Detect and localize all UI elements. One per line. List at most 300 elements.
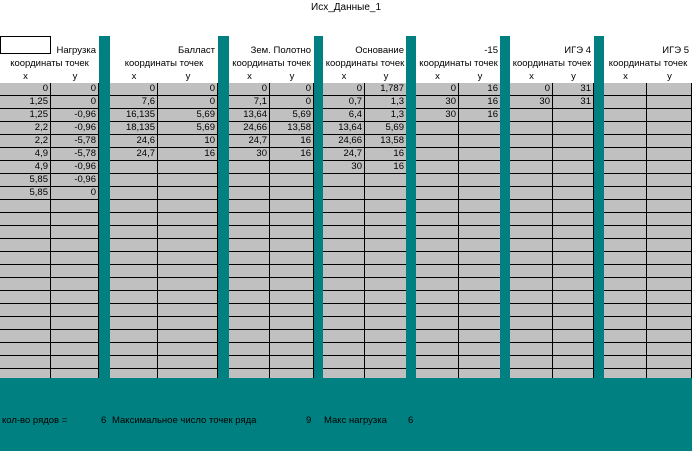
y-cell[interactable]: 16: [158, 148, 218, 161]
x-cell[interactable]: [0, 330, 51, 343]
x-cell[interactable]: [510, 278, 553, 291]
y-cell[interactable]: [270, 226, 314, 239]
x-cell[interactable]: [510, 109, 553, 122]
x-cell[interactable]: [229, 174, 270, 187]
x-cell[interactable]: [323, 356, 365, 369]
x-cell[interactable]: [110, 317, 158, 330]
y-cell[interactable]: [51, 226, 99, 239]
y-cell[interactable]: [270, 369, 314, 378]
x-cell[interactable]: [510, 135, 553, 148]
x-cell[interactable]: [416, 265, 459, 278]
y-cell[interactable]: [647, 135, 692, 148]
x-cell[interactable]: [510, 122, 553, 135]
x-cell[interactable]: [416, 135, 459, 148]
x-cell[interactable]: [323, 330, 365, 343]
y-cell[interactable]: [647, 148, 692, 161]
y-cell[interactable]: [553, 161, 594, 174]
y-cell[interactable]: [158, 161, 218, 174]
x-cell[interactable]: 4,9: [0, 148, 51, 161]
y-cell[interactable]: [270, 330, 314, 343]
x-cell[interactable]: 24,6: [110, 135, 158, 148]
y-cell[interactable]: [647, 200, 692, 213]
y-cell[interactable]: 5,69: [365, 122, 407, 135]
x-cell[interactable]: [323, 278, 365, 291]
x-cell[interactable]: 24,7: [110, 148, 158, 161]
y-cell[interactable]: [647, 161, 692, 174]
y-cell[interactable]: [51, 200, 99, 213]
x-cell[interactable]: [0, 265, 51, 278]
x-cell[interactable]: [416, 213, 459, 226]
x-cell[interactable]: 1,25: [0, 96, 51, 109]
y-cell[interactable]: [459, 356, 501, 369]
x-cell[interactable]: [0, 317, 51, 330]
x-cell[interactable]: [110, 252, 158, 265]
x-cell[interactable]: [110, 356, 158, 369]
x-cell[interactable]: [416, 174, 459, 187]
x-cell[interactable]: 0: [416, 83, 459, 96]
x-cell[interactable]: 0: [510, 83, 553, 96]
y-cell[interactable]: [365, 174, 407, 187]
y-cell[interactable]: [51, 265, 99, 278]
y-cell[interactable]: [459, 343, 501, 356]
x-cell[interactable]: [604, 174, 647, 187]
y-cell[interactable]: [553, 317, 594, 330]
x-cell[interactable]: [323, 291, 365, 304]
y-cell[interactable]: [365, 291, 407, 304]
x-cell[interactable]: 0: [0, 83, 51, 96]
x-cell[interactable]: [0, 213, 51, 226]
x-cell[interactable]: [110, 369, 158, 378]
y-cell[interactable]: [647, 122, 692, 135]
x-cell[interactable]: [510, 239, 553, 252]
y-cell[interactable]: [647, 356, 692, 369]
x-cell[interactable]: [510, 252, 553, 265]
y-cell[interactable]: [553, 200, 594, 213]
x-cell[interactable]: [229, 252, 270, 265]
y-cell[interactable]: -5,78: [51, 148, 99, 161]
x-cell[interactable]: [604, 304, 647, 317]
max-load-value[interactable]: 6: [408, 415, 414, 426]
y-cell[interactable]: [459, 122, 501, 135]
y-cell[interactable]: [270, 343, 314, 356]
y-cell[interactable]: [365, 317, 407, 330]
y-cell[interactable]: [459, 226, 501, 239]
y-cell[interactable]: [158, 278, 218, 291]
y-cell[interactable]: [51, 304, 99, 317]
y-cell[interactable]: [158, 187, 218, 200]
y-cell[interactable]: [51, 252, 99, 265]
y-cell[interactable]: 5,69: [158, 109, 218, 122]
x-cell[interactable]: [229, 239, 270, 252]
y-cell[interactable]: [270, 161, 314, 174]
x-cell[interactable]: [510, 291, 553, 304]
x-cell[interactable]: [416, 330, 459, 343]
y-cell[interactable]: [270, 291, 314, 304]
y-cell[interactable]: 16: [459, 109, 501, 122]
y-cell[interactable]: 0: [270, 83, 314, 96]
y-cell[interactable]: [553, 291, 594, 304]
y-cell[interactable]: 0: [270, 96, 314, 109]
y-cell[interactable]: 16: [270, 148, 314, 161]
x-cell[interactable]: [323, 304, 365, 317]
x-cell[interactable]: [0, 356, 51, 369]
x-cell[interactable]: [510, 148, 553, 161]
x-cell[interactable]: [229, 265, 270, 278]
y-cell[interactable]: [365, 369, 407, 378]
x-cell[interactable]: [604, 213, 647, 226]
x-cell[interactable]: [0, 200, 51, 213]
x-cell[interactable]: [229, 369, 270, 378]
x-cell[interactable]: [229, 330, 270, 343]
y-cell[interactable]: 0: [51, 96, 99, 109]
x-cell[interactable]: [604, 239, 647, 252]
y-cell[interactable]: 0: [158, 83, 218, 96]
x-cell[interactable]: [229, 343, 270, 356]
x-cell[interactable]: [416, 369, 459, 378]
y-cell[interactable]: -5,78: [51, 135, 99, 148]
x-cell[interactable]: [510, 304, 553, 317]
x-cell[interactable]: [229, 213, 270, 226]
y-cell[interactable]: [270, 200, 314, 213]
y-cell[interactable]: [51, 330, 99, 343]
x-cell[interactable]: 30: [323, 161, 365, 174]
y-cell[interactable]: [553, 148, 594, 161]
y-cell[interactable]: [158, 343, 218, 356]
y-cell[interactable]: [647, 239, 692, 252]
x-cell[interactable]: [416, 122, 459, 135]
x-cell[interactable]: 6,4: [323, 109, 365, 122]
x-cell[interactable]: [0, 369, 51, 378]
x-cell[interactable]: 13,64: [229, 109, 270, 122]
y-cell[interactable]: [553, 304, 594, 317]
y-cell[interactable]: [158, 304, 218, 317]
x-cell[interactable]: [604, 187, 647, 200]
y-cell[interactable]: [459, 239, 501, 252]
x-cell[interactable]: 0: [323, 83, 365, 96]
y-cell[interactable]: [553, 226, 594, 239]
y-cell[interactable]: [158, 200, 218, 213]
x-cell[interactable]: [604, 252, 647, 265]
x-cell[interactable]: [604, 317, 647, 330]
x-cell[interactable]: [416, 291, 459, 304]
y-cell[interactable]: [365, 330, 407, 343]
y-cell[interactable]: [647, 187, 692, 200]
x-cell[interactable]: [0, 291, 51, 304]
x-cell[interactable]: 30: [416, 109, 459, 122]
y-cell[interactable]: [553, 278, 594, 291]
y-cell[interactable]: [158, 369, 218, 378]
x-cell[interactable]: [510, 200, 553, 213]
x-cell[interactable]: [604, 278, 647, 291]
y-cell[interactable]: [270, 265, 314, 278]
y-cell[interactable]: [158, 330, 218, 343]
y-cell[interactable]: [459, 369, 501, 378]
x-cell[interactable]: 4,9: [0, 161, 51, 174]
x-cell[interactable]: [604, 122, 647, 135]
x-cell[interactable]: [510, 343, 553, 356]
y-cell[interactable]: [647, 369, 692, 378]
x-cell[interactable]: [416, 148, 459, 161]
x-cell[interactable]: [0, 239, 51, 252]
x-cell[interactable]: 0,7: [323, 96, 365, 109]
max-points-value[interactable]: 9: [306, 415, 312, 426]
y-cell[interactable]: [553, 252, 594, 265]
y-cell[interactable]: [647, 291, 692, 304]
x-cell[interactable]: [323, 265, 365, 278]
x-cell[interactable]: 2,2: [0, 122, 51, 135]
y-cell[interactable]: [51, 369, 99, 378]
x-cell[interactable]: 18,135: [110, 122, 158, 135]
y-cell[interactable]: [553, 122, 594, 135]
x-cell[interactable]: [0, 278, 51, 291]
x-cell[interactable]: 24,7: [323, 148, 365, 161]
x-cell[interactable]: [323, 174, 365, 187]
y-cell[interactable]: [51, 278, 99, 291]
x-cell[interactable]: 1,25: [0, 109, 51, 122]
y-cell[interactable]: 1,787: [365, 83, 407, 96]
y-cell[interactable]: [158, 291, 218, 304]
y-cell[interactable]: [270, 187, 314, 200]
x-cell[interactable]: [229, 161, 270, 174]
x-cell[interactable]: [416, 200, 459, 213]
y-cell[interactable]: 16: [459, 96, 501, 109]
x-cell[interactable]: 7,1: [229, 96, 270, 109]
x-cell[interactable]: [416, 278, 459, 291]
x-cell[interactable]: [510, 369, 553, 378]
x-cell[interactable]: [229, 226, 270, 239]
x-cell[interactable]: [604, 135, 647, 148]
y-cell[interactable]: [459, 291, 501, 304]
x-cell[interactable]: [323, 226, 365, 239]
x-cell[interactable]: [510, 330, 553, 343]
y-cell[interactable]: [365, 356, 407, 369]
y-cell[interactable]: [158, 226, 218, 239]
y-cell[interactable]: [647, 96, 692, 109]
x-cell[interactable]: [229, 317, 270, 330]
y-cell[interactable]: [459, 161, 501, 174]
y-cell[interactable]: [459, 148, 501, 161]
y-cell[interactable]: [158, 213, 218, 226]
y-cell[interactable]: [647, 226, 692, 239]
y-cell[interactable]: 16: [365, 161, 407, 174]
y-cell[interactable]: [51, 343, 99, 356]
y-cell[interactable]: 13,58: [365, 135, 407, 148]
y-cell[interactable]: [647, 304, 692, 317]
y-cell[interactable]: 5,69: [270, 109, 314, 122]
x-cell[interactable]: [604, 148, 647, 161]
x-cell[interactable]: [416, 317, 459, 330]
x-cell[interactable]: [110, 278, 158, 291]
y-cell[interactable]: 0: [158, 96, 218, 109]
y-cell[interactable]: [459, 278, 501, 291]
x-cell[interactable]: [416, 252, 459, 265]
x-cell[interactable]: 0: [229, 83, 270, 96]
x-cell[interactable]: [604, 226, 647, 239]
y-cell[interactable]: 16: [270, 135, 314, 148]
x-cell[interactable]: [510, 161, 553, 174]
x-cell[interactable]: [229, 187, 270, 200]
x-cell[interactable]: [323, 317, 365, 330]
y-cell[interactable]: [365, 252, 407, 265]
x-cell[interactable]: [604, 291, 647, 304]
y-cell[interactable]: [270, 213, 314, 226]
y-cell[interactable]: [51, 213, 99, 226]
y-cell[interactable]: [51, 317, 99, 330]
x-cell[interactable]: [323, 239, 365, 252]
x-cell[interactable]: [416, 304, 459, 317]
y-cell[interactable]: [647, 213, 692, 226]
x-cell[interactable]: [229, 200, 270, 213]
y-cell[interactable]: [459, 304, 501, 317]
x-cell[interactable]: 0: [110, 83, 158, 96]
x-cell[interactable]: [604, 109, 647, 122]
x-cell[interactable]: 13,64: [323, 122, 365, 135]
y-cell[interactable]: [459, 330, 501, 343]
y-cell[interactable]: [647, 109, 692, 122]
y-cell[interactable]: [270, 304, 314, 317]
y-cell[interactable]: [459, 265, 501, 278]
x-cell[interactable]: 7,6: [110, 96, 158, 109]
y-cell[interactable]: [459, 174, 501, 187]
y-cell[interactable]: [459, 200, 501, 213]
x-cell[interactable]: [604, 83, 647, 96]
y-cell[interactable]: [365, 343, 407, 356]
y-cell[interactable]: -0,96: [51, 109, 99, 122]
y-cell[interactable]: 13,58: [270, 122, 314, 135]
y-cell[interactable]: [553, 239, 594, 252]
y-cell[interactable]: 0: [51, 187, 99, 200]
x-cell[interactable]: 5,85: [0, 187, 51, 200]
x-cell[interactable]: [416, 356, 459, 369]
y-cell[interactable]: [553, 265, 594, 278]
x-cell[interactable]: [604, 200, 647, 213]
y-cell[interactable]: [459, 187, 501, 200]
x-cell[interactable]: [323, 369, 365, 378]
y-cell[interactable]: [553, 356, 594, 369]
x-cell[interactable]: [323, 252, 365, 265]
y-cell[interactable]: [459, 252, 501, 265]
x-cell[interactable]: 30: [416, 96, 459, 109]
y-cell[interactable]: 16: [459, 83, 501, 96]
active-cell-box[interactable]: [0, 36, 51, 54]
x-cell[interactable]: [510, 226, 553, 239]
x-cell[interactable]: [110, 226, 158, 239]
y-cell[interactable]: [553, 369, 594, 378]
y-cell[interactable]: 5,69: [158, 122, 218, 135]
x-cell[interactable]: [323, 213, 365, 226]
y-cell[interactable]: [553, 109, 594, 122]
y-cell[interactable]: 1,3: [365, 96, 407, 109]
x-cell[interactable]: [510, 356, 553, 369]
y-cell[interactable]: 0: [51, 83, 99, 96]
y-cell[interactable]: [647, 278, 692, 291]
x-cell[interactable]: [229, 304, 270, 317]
y-cell[interactable]: [647, 83, 692, 96]
y-cell[interactable]: [270, 239, 314, 252]
x-cell[interactable]: [604, 330, 647, 343]
x-cell[interactable]: 2,2: [0, 135, 51, 148]
y-cell[interactable]: [158, 356, 218, 369]
x-cell[interactable]: [416, 239, 459, 252]
y-cell[interactable]: [365, 200, 407, 213]
y-cell[interactable]: 1,3: [365, 109, 407, 122]
rows-count-value[interactable]: 6: [101, 415, 107, 426]
x-cell[interactable]: [510, 265, 553, 278]
x-cell[interactable]: [110, 265, 158, 278]
x-cell[interactable]: [604, 265, 647, 278]
x-cell[interactable]: [110, 213, 158, 226]
x-cell[interactable]: 24,7: [229, 135, 270, 148]
y-cell[interactable]: [270, 174, 314, 187]
x-cell[interactable]: [0, 304, 51, 317]
x-cell[interactable]: [604, 343, 647, 356]
y-cell[interactable]: [158, 317, 218, 330]
y-cell[interactable]: -0,96: [51, 174, 99, 187]
x-cell[interactable]: 30: [229, 148, 270, 161]
y-cell[interactable]: -0,96: [51, 161, 99, 174]
y-cell[interactable]: [553, 213, 594, 226]
x-cell[interactable]: [323, 200, 365, 213]
y-cell[interactable]: [158, 252, 218, 265]
x-cell[interactable]: [110, 174, 158, 187]
y-cell[interactable]: 31: [553, 83, 594, 96]
y-cell[interactable]: [365, 187, 407, 200]
y-cell[interactable]: [270, 252, 314, 265]
x-cell[interactable]: [416, 226, 459, 239]
x-cell[interactable]: [229, 291, 270, 304]
y-cell[interactable]: [270, 356, 314, 369]
x-cell[interactable]: [0, 252, 51, 265]
x-cell[interactable]: [110, 239, 158, 252]
y-cell[interactable]: [158, 265, 218, 278]
y-cell[interactable]: -0,96: [51, 122, 99, 135]
y-cell[interactable]: [647, 317, 692, 330]
x-cell[interactable]: [0, 343, 51, 356]
y-cell[interactable]: [647, 265, 692, 278]
y-cell[interactable]: [647, 343, 692, 356]
x-cell[interactable]: [110, 343, 158, 356]
x-cell[interactable]: [110, 304, 158, 317]
x-cell[interactable]: [604, 369, 647, 378]
y-cell[interactable]: [51, 356, 99, 369]
x-cell[interactable]: [0, 226, 51, 239]
x-cell[interactable]: [416, 187, 459, 200]
x-cell[interactable]: [229, 356, 270, 369]
y-cell[interactable]: [553, 174, 594, 187]
y-cell[interactable]: [647, 174, 692, 187]
y-cell[interactable]: [365, 265, 407, 278]
x-cell[interactable]: 5,85: [0, 174, 51, 187]
y-cell[interactable]: [647, 252, 692, 265]
x-cell[interactable]: [110, 200, 158, 213]
y-cell[interactable]: [365, 278, 407, 291]
y-cell[interactable]: [647, 330, 692, 343]
y-cell[interactable]: [158, 174, 218, 187]
y-cell[interactable]: [553, 330, 594, 343]
x-cell[interactable]: [323, 187, 365, 200]
y-cell[interactable]: [270, 278, 314, 291]
y-cell[interactable]: [365, 213, 407, 226]
y-cell[interactable]: [459, 135, 501, 148]
x-cell[interactable]: [110, 187, 158, 200]
y-cell[interactable]: [365, 304, 407, 317]
y-cell[interactable]: 31: [553, 96, 594, 109]
y-cell[interactable]: [51, 239, 99, 252]
y-cell[interactable]: 10: [158, 135, 218, 148]
y-cell[interactable]: [553, 343, 594, 356]
x-cell[interactable]: [323, 343, 365, 356]
y-cell[interactable]: [553, 135, 594, 148]
